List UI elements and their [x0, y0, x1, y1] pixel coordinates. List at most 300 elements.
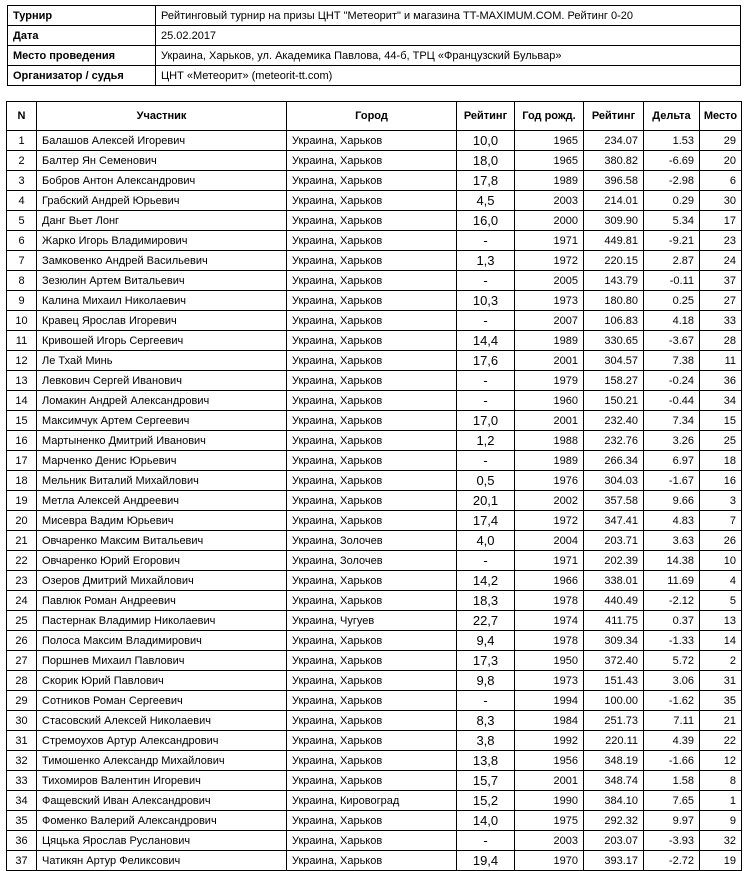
participant-name-cell: Цяцька Ярослав Русланович [37, 831, 287, 851]
row-number-cell: 13 [7, 371, 37, 391]
info-row [8, 66, 741, 86]
info-label: Турнир [8, 6, 156, 26]
birth-year-cell: 2001 [515, 771, 584, 791]
table-row [7, 671, 742, 691]
row-number-cell: 14 [7, 391, 37, 411]
rating-after-cell: 158.27 [584, 371, 644, 391]
participant-name-cell: Марченко Денис Юрьевич [37, 451, 287, 471]
results-header-row [7, 102, 742, 131]
place-cell: 13 [700, 611, 742, 631]
place-cell: 23 [700, 231, 742, 251]
place-cell: 34 [700, 391, 742, 411]
rating-after-cell: 232.76 [584, 431, 644, 451]
info-value: ЦНТ «Метеорит» (meteorit-tt.com) [156, 66, 741, 86]
place-cell: 20 [700, 151, 742, 171]
row-number-cell: 28 [7, 671, 37, 691]
table-row [7, 371, 742, 391]
rating-before-cell: 10,3 [457, 291, 515, 311]
participant-name-cell: Поршнев Михаил Павлович [37, 651, 287, 671]
rating-before-cell: 10,0 [457, 131, 515, 151]
birth-year-cell: 1965 [515, 151, 584, 171]
row-number-cell: 2 [7, 151, 37, 171]
city-cell: Украина, Харьков [287, 711, 457, 731]
rating-after-cell: 372.40 [584, 651, 644, 671]
city-cell: Украина, Харьков [287, 651, 457, 671]
row-number-cell: 18 [7, 471, 37, 491]
table-row [7, 351, 742, 371]
city-cell: Украина, Харьков [287, 671, 457, 691]
rating-after-cell: 202.39 [584, 551, 644, 571]
row-number-cell: 5 [7, 211, 37, 231]
city-cell: Украина, Золочев [287, 531, 457, 551]
rating-after-cell: 304.03 [584, 471, 644, 491]
rating-after-cell: 292.32 [584, 811, 644, 831]
rating-after-cell: 180.80 [584, 291, 644, 311]
rating-after-cell: 251.73 [584, 711, 644, 731]
table-row [7, 291, 742, 311]
info-row [8, 46, 741, 66]
participant-name-cell: Чатикян Артур Феликсович [37, 851, 287, 871]
birth-year-cell: 2001 [515, 351, 584, 371]
place-cell: 11 [700, 351, 742, 371]
participant-name-cell: Овчаренко Юрий Егорович [37, 551, 287, 571]
place-cell: 16 [700, 471, 742, 491]
birth-year-cell: 1988 [515, 431, 584, 451]
delta-cell: 1.58 [644, 771, 700, 791]
rating-before-cell: 3,8 [457, 731, 515, 751]
rating-before-cell: 1,2 [457, 431, 515, 451]
delta-cell: 6.97 [644, 451, 700, 471]
rating-after-cell: 348.19 [584, 751, 644, 771]
place-cell: 1 [700, 791, 742, 811]
delta-cell: -3.93 [644, 831, 700, 851]
row-number-cell: 10 [7, 311, 37, 331]
rating-before-cell: 17,4 [457, 511, 515, 531]
birth-year-cell: 1978 [515, 631, 584, 651]
rating-after-cell: 100.00 [584, 691, 644, 711]
city-cell: Украина, Харьков [287, 251, 457, 271]
city-cell: Украина, Харьков [287, 171, 457, 191]
rating-before-cell: 14,4 [457, 331, 515, 351]
participant-name-cell: Овчаренко Максим Витальевич [37, 531, 287, 551]
birth-year-cell: 2007 [515, 311, 584, 331]
participant-name-cell: Мартыненко Дмитрий Иванович [37, 431, 287, 451]
rating-after-cell: 203.07 [584, 831, 644, 851]
delta-cell: 4.18 [644, 311, 700, 331]
rating-before-cell: 22,7 [457, 611, 515, 631]
participant-name-cell: Мельник Виталий Михайлович [37, 471, 287, 491]
row-number-cell: 16 [7, 431, 37, 451]
place-cell: 30 [700, 191, 742, 211]
place-cell: 27 [700, 291, 742, 311]
birth-year-cell: 1979 [515, 371, 584, 391]
rating-before-cell: 18,0 [457, 151, 515, 171]
participant-name-cell: Ломакин Андрей Александрович [37, 391, 287, 411]
col-participant-header: Участник [37, 102, 287, 131]
delta-cell: 5.72 [644, 651, 700, 671]
participant-name-cell: Тимошенко Александр Михайлович [37, 751, 287, 771]
city-cell: Украина, Харьков [287, 391, 457, 411]
participant-name-cell: Замковенко Андрей Васильевич [37, 251, 287, 271]
row-number-cell: 12 [7, 351, 37, 371]
birth-year-cell: 2002 [515, 491, 584, 511]
birth-year-cell: 1972 [515, 511, 584, 531]
participant-name-cell: Максимчук Артем Сергеевич [37, 411, 287, 431]
table-row [7, 571, 742, 591]
delta-cell: 0.29 [644, 191, 700, 211]
city-cell: Украина, Харьков [287, 151, 457, 171]
delta-cell: -9.21 [644, 231, 700, 251]
place-cell: 24 [700, 251, 742, 271]
table-row [7, 191, 742, 211]
table-row [7, 131, 742, 151]
city-cell: Украина, Харьков [287, 191, 457, 211]
table-row [7, 811, 742, 831]
city-cell: Украина, Харьков [287, 471, 457, 491]
place-cell: 4 [700, 571, 742, 591]
city-cell: Украина, Чугуев [287, 611, 457, 631]
delta-cell: 7.11 [644, 711, 700, 731]
place-cell: 3 [700, 491, 742, 511]
birth-year-cell: 2001 [515, 411, 584, 431]
place-cell: 36 [700, 371, 742, 391]
info-row [8, 6, 741, 26]
rating-before-cell: 15,7 [457, 771, 515, 791]
participant-name-cell: Сотников Роман Сергеевич [37, 691, 287, 711]
rating-before-cell: 17,0 [457, 411, 515, 431]
place-cell: 8 [700, 771, 742, 791]
rating-after-cell: 330.65 [584, 331, 644, 351]
participant-name-cell: Стремоухов Артур Александрович [37, 731, 287, 751]
birth-year-cell: 1974 [515, 611, 584, 631]
table-row [7, 731, 742, 751]
rating-before-cell: 1,3 [457, 251, 515, 271]
rating-after-cell: 143.79 [584, 271, 644, 291]
delta-cell: 0.25 [644, 291, 700, 311]
birth-year-cell: 1971 [515, 231, 584, 251]
rating-after-cell: 304.57 [584, 351, 644, 371]
city-cell: Украина, Харьков [287, 331, 457, 351]
rating-after-cell: 411.75 [584, 611, 644, 631]
place-cell: 28 [700, 331, 742, 351]
rating-before-cell: 17,6 [457, 351, 515, 371]
delta-cell: 4.83 [644, 511, 700, 531]
rating-after-cell: 150.21 [584, 391, 644, 411]
rating-before-cell: - [457, 691, 515, 711]
city-cell: Украина, Харьков [287, 371, 457, 391]
table-row [7, 211, 742, 231]
place-cell: 7 [700, 511, 742, 531]
city-cell: Украина, Харьков [287, 631, 457, 651]
table-row [7, 171, 742, 191]
rating-before-cell: 16,0 [457, 211, 515, 231]
city-cell: Украина, Харьков [287, 311, 457, 331]
place-cell: 22 [700, 731, 742, 751]
birth-year-cell: 1994 [515, 691, 584, 711]
rating-before-cell: 9,4 [457, 631, 515, 651]
participant-name-cell: Балтер Ян Семенович [37, 151, 287, 171]
table-row [7, 391, 742, 411]
city-cell: Украина, Харьков [287, 571, 457, 591]
row-number-cell: 3 [7, 171, 37, 191]
place-cell: 10 [700, 551, 742, 571]
birth-year-cell: 1966 [515, 571, 584, 591]
row-number-cell: 30 [7, 711, 37, 731]
table-row [7, 231, 742, 251]
table-row [7, 251, 742, 271]
birth-year-cell: 2003 [515, 831, 584, 851]
birth-year-cell: 1984 [515, 711, 584, 731]
city-cell: Украина, Харьков [287, 751, 457, 771]
participant-name-cell: Павлюк Роман Андреевич [37, 591, 287, 611]
delta-cell: 9.66 [644, 491, 700, 511]
rating-after-cell: 347.41 [584, 511, 644, 531]
birth-year-cell: 1989 [515, 451, 584, 471]
table-row [7, 691, 742, 711]
row-number-cell: 8 [7, 271, 37, 291]
city-cell: Украина, Харьков [287, 511, 457, 531]
rating-after-cell: 309.34 [584, 631, 644, 651]
city-cell: Украина, Золочев [287, 551, 457, 571]
place-cell: 32 [700, 831, 742, 851]
table-row [7, 851, 742, 871]
row-number-cell: 7 [7, 251, 37, 271]
row-number-cell: 9 [7, 291, 37, 311]
delta-cell: 7.65 [644, 791, 700, 811]
participant-name-cell: Полоса Максим Владимирович [37, 631, 287, 651]
row-number-cell: 23 [7, 571, 37, 591]
row-number-cell: 4 [7, 191, 37, 211]
place-cell: 17 [700, 211, 742, 231]
delta-cell: 1.53 [644, 131, 700, 151]
rating-after-cell: 348.74 [584, 771, 644, 791]
table-row [7, 831, 742, 851]
place-cell: 37 [700, 271, 742, 291]
rating-after-cell: 393.17 [584, 851, 644, 871]
row-number-cell: 6 [7, 231, 37, 251]
rating-after-cell: 384.10 [584, 791, 644, 811]
delta-cell: 7.34 [644, 411, 700, 431]
participant-name-cell: Левкович Сергей Иванович [37, 371, 287, 391]
city-cell: Украина, Харьков [287, 811, 457, 831]
delta-cell: 7.38 [644, 351, 700, 371]
rating-after-cell: 380.82 [584, 151, 644, 171]
rating-before-cell: 17,3 [457, 651, 515, 671]
row-number-cell: 20 [7, 511, 37, 531]
participant-name-cell: Бобров Антон Александрович [37, 171, 287, 191]
birth-year-cell: 1973 [515, 671, 584, 691]
table-row [7, 531, 742, 551]
results-table [6, 101, 742, 871]
table-row [7, 151, 742, 171]
rating-after-cell: 220.15 [584, 251, 644, 271]
rating-after-cell: 266.34 [584, 451, 644, 471]
delta-cell: -3.67 [644, 331, 700, 351]
rating-after-cell: 234.07 [584, 131, 644, 151]
delta-cell: 2.87 [644, 251, 700, 271]
table-row [7, 271, 742, 291]
row-number-cell: 32 [7, 751, 37, 771]
rating-after-cell: 309.90 [584, 211, 644, 231]
delta-cell: -0.24 [644, 371, 700, 391]
delta-cell: 3.26 [644, 431, 700, 451]
tournament-info-body [8, 6, 741, 86]
rating-after-cell: 151.43 [584, 671, 644, 691]
birth-year-cell: 1956 [515, 751, 584, 771]
rating-before-cell: 13,8 [457, 751, 515, 771]
table-row [7, 711, 742, 731]
rating-after-cell: 220.11 [584, 731, 644, 751]
rating-before-cell: - [457, 551, 515, 571]
table-row [7, 471, 742, 491]
delta-cell: -1.62 [644, 691, 700, 711]
birth-year-cell: 1960 [515, 391, 584, 411]
results-body [7, 131, 742, 871]
delta-cell: 9.97 [644, 811, 700, 831]
row-number-cell: 37 [7, 851, 37, 871]
rating-after-cell: 106.83 [584, 311, 644, 331]
row-number-cell: 33 [7, 771, 37, 791]
birth-year-cell: 1989 [515, 171, 584, 191]
participant-name-cell: Кривошей Игорь Сергеевич [37, 331, 287, 351]
rating-before-cell: - [457, 831, 515, 851]
table-row [7, 411, 742, 431]
participant-name-cell: Калина Михаил Николаевич [37, 291, 287, 311]
rating-after-cell: 449.81 [584, 231, 644, 251]
rating-before-cell: 8,3 [457, 711, 515, 731]
row-number-cell: 11 [7, 331, 37, 351]
table-row [7, 331, 742, 351]
delta-cell: 11.69 [644, 571, 700, 591]
city-cell: Украина, Харьков [287, 591, 457, 611]
table-row [7, 311, 742, 331]
place-cell: 15 [700, 411, 742, 431]
participant-name-cell: Пастернак Владимир Николаевич [37, 611, 287, 631]
place-cell: 6 [700, 171, 742, 191]
birth-year-cell: 2004 [515, 531, 584, 551]
place-cell: 2 [700, 651, 742, 671]
info-label: Место проведения [8, 46, 156, 66]
city-cell: Украина, Харьков [287, 351, 457, 371]
delta-cell: -0.11 [644, 271, 700, 291]
table-row [7, 491, 742, 511]
rating-after-cell: 232.40 [584, 411, 644, 431]
birth-year-cell: 1950 [515, 651, 584, 671]
birth-year-cell: 1990 [515, 791, 584, 811]
rating-before-cell: 4,5 [457, 191, 515, 211]
rating-before-cell: - [457, 271, 515, 291]
city-cell: Украина, Харьков [287, 851, 457, 871]
rating-after-cell: 203.71 [584, 531, 644, 551]
delta-cell: 3.06 [644, 671, 700, 691]
birth-year-cell: 1978 [515, 591, 584, 611]
row-number-cell: 19 [7, 491, 37, 511]
place-cell: 21 [700, 711, 742, 731]
rating-before-cell: - [457, 311, 515, 331]
rating-before-cell: - [457, 371, 515, 391]
participant-name-cell: Ле Тхай Минь [37, 351, 287, 371]
table-row [7, 551, 742, 571]
city-cell: Украина, Харьков [287, 411, 457, 431]
row-number-cell: 27 [7, 651, 37, 671]
delta-cell: -1.33 [644, 631, 700, 651]
rating-before-cell: 14,0 [457, 811, 515, 831]
row-number-cell: 26 [7, 631, 37, 651]
info-value: Рейтинговый турнир на призы ЦНТ "Метеорит" и магазина TT-MAXIMUM.COM. Рейтинг 0-20 [156, 6, 741, 26]
participant-name-cell: Тихомиров Валентин Игоревич [37, 771, 287, 791]
row-number-cell: 15 [7, 411, 37, 431]
delta-cell: -6.69 [644, 151, 700, 171]
row-number-cell: 25 [7, 611, 37, 631]
delta-cell: 14.38 [644, 551, 700, 571]
delta-cell: -0.44 [644, 391, 700, 411]
info-value: 25.02.2017 [156, 26, 741, 46]
birth-year-cell: 1989 [515, 331, 584, 351]
birth-year-cell: 1971 [515, 551, 584, 571]
delta-cell: -2.72 [644, 851, 700, 871]
row-number-cell: 17 [7, 451, 37, 471]
col-birth-year-header: Год рожд. [515, 102, 584, 131]
city-cell: Украина, Харьков [287, 691, 457, 711]
place-cell: 12 [700, 751, 742, 771]
city-cell: Украина, Кировоград [287, 791, 457, 811]
place-cell: 19 [700, 851, 742, 871]
birth-year-cell: 1965 [515, 131, 584, 151]
participant-name-cell: Данг Вьет Лонг [37, 211, 287, 231]
rating-before-cell: 4,0 [457, 531, 515, 551]
row-number-cell: 1 [7, 131, 37, 151]
table-row [7, 431, 742, 451]
participant-name-cell: Зезюлин Артем Витальевич [37, 271, 287, 291]
rating-before-cell: 17,8 [457, 171, 515, 191]
city-cell: Украина, Харьков [287, 131, 457, 151]
table-row [7, 451, 742, 471]
table-row [7, 791, 742, 811]
participant-name-cell: Скорик Юрий Павлович [37, 671, 287, 691]
rating-before-cell: 14,2 [457, 571, 515, 591]
col-number-header: N [7, 102, 37, 131]
rating-after-cell: 357.58 [584, 491, 644, 511]
birth-year-cell: 1992 [515, 731, 584, 751]
rating-before-cell: - [457, 231, 515, 251]
birth-year-cell: 2000 [515, 211, 584, 231]
col-rating-after-header: Рейтинг [584, 102, 644, 131]
rating-after-cell: 338.01 [584, 571, 644, 591]
birth-year-cell: 1975 [515, 811, 584, 831]
city-cell: Украина, Харьков [287, 731, 457, 751]
participant-name-cell: Кравец Ярослав Игоревич [37, 311, 287, 331]
participant-name-cell: Балашов Алексей Игоревич [37, 131, 287, 151]
delta-cell: 4.39 [644, 731, 700, 751]
birth-year-cell: 2005 [515, 271, 584, 291]
place-cell: 18 [700, 451, 742, 471]
city-cell: Украина, Харьков [287, 451, 457, 471]
info-label: Организатор / судья [8, 66, 156, 86]
city-cell: Украина, Харьков [287, 271, 457, 291]
row-number-cell: 24 [7, 591, 37, 611]
city-cell: Украина, Харьков [287, 831, 457, 851]
rating-before-cell: 19,4 [457, 851, 515, 871]
city-cell: Украина, Харьков [287, 211, 457, 231]
participant-name-cell: Озеров Дмитрий Михайлович [37, 571, 287, 591]
info-value: Украина, Харьков, ул. Академика Павлова, 44-б, ТРЦ «Французский Бульвар» [156, 46, 741, 66]
birth-year-cell: 2003 [515, 191, 584, 211]
rating-before-cell: - [457, 391, 515, 411]
rating-before-cell: 9,8 [457, 671, 515, 691]
rating-before-cell: 18,3 [457, 591, 515, 611]
table-row [7, 591, 742, 611]
info-row [8, 26, 741, 46]
